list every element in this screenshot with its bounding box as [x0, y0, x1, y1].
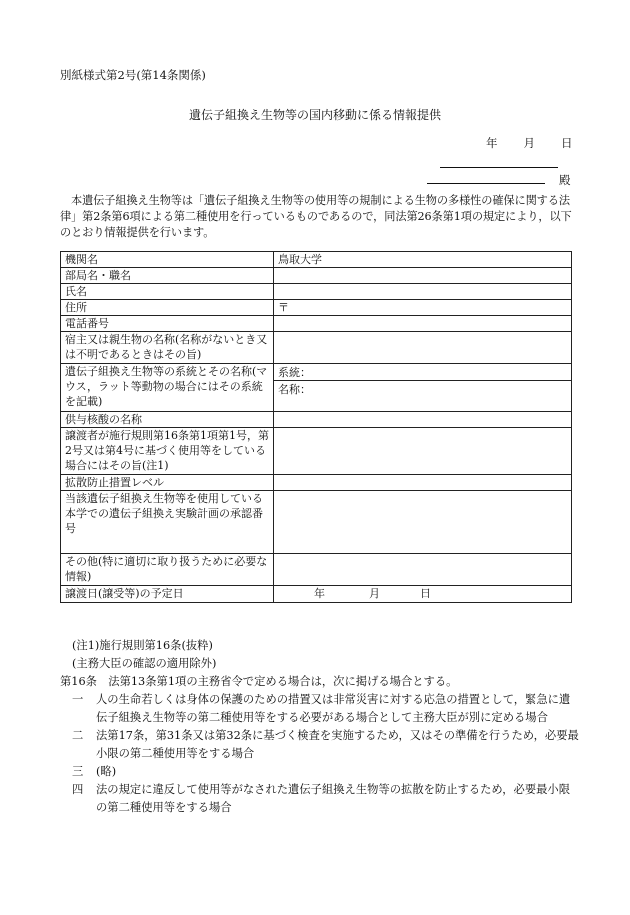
row-value: 〒 [274, 300, 572, 316]
row-label: 住所 [61, 300, 274, 316]
form-number: 別紙様式第2号(第14条関係) [60, 68, 206, 82]
row-label: 電話番号 [61, 316, 274, 332]
row-value [274, 364, 572, 412]
row-value [274, 268, 572, 284]
table-row [61, 491, 572, 554]
table-row [61, 586, 572, 603]
row-value: 鳥取大学 [274, 252, 572, 268]
notes-section [60, 637, 580, 817]
item-text: 人の生命若しくは身体の保護のための措置又は非常災害に対する応急の措置として，緊急に遺伝子組換え生物等の第二種使用等をする必要がある場合として主務大臣が別に定める場合 [96, 693, 571, 724]
row-label: 当該遺伝子組換え生物等を使用している本学での遺伝子組換え実験計画の承認番号 [61, 491, 274, 554]
row-value [274, 316, 572, 332]
transfer-date-month: 月 [369, 587, 380, 600]
row-value [274, 554, 572, 586]
table-row [61, 284, 572, 300]
date-month: 月 [523, 136, 535, 150]
info-table [60, 251, 572, 603]
row-label: 機関名 [61, 252, 274, 268]
item-number: 一 [72, 693, 84, 706]
row-label: 譲渡者が施行規則第16条第1項第1号，第2号又は第4号に基づく使用等をしている場合にはその旨(注1) [61, 428, 274, 475]
table-row [61, 300, 572, 316]
item-number: 三 [72, 765, 84, 778]
table-row [61, 554, 572, 586]
list-item [60, 727, 580, 763]
article-text: 第16条 法第13条第1項の主務省令で定める場合は，次に掲げる場合とする。 [60, 675, 458, 688]
intro-paragraph: 本遺伝子組換え生物等は「遺伝子組換え生物等の使用等の規制による生物の多様性の確保に関する法律」第2条第6項による第二種使用を行っているものであるので，同法第26条第1項の規定により，以下のとおり情報提供を行います。 [60, 194, 572, 239]
table-row [61, 475, 572, 491]
row-label: 氏名 [61, 284, 274, 300]
row-value [274, 428, 572, 475]
date-year: 年 [486, 136, 498, 150]
row-value [274, 475, 572, 491]
transfer-date-year: 年 [314, 587, 325, 600]
item-text: 法第17条，第31条又は第32条に基づく検査を実施するため，又はその準備を行うため，必要最小限の第二種使用等をする場合 [96, 729, 579, 760]
document-title: 遺伝子組換え生物等の国内移動に係る情報提供 [188, 108, 441, 122]
table-row [61, 412, 572, 428]
row-value [274, 332, 572, 364]
table-row [61, 364, 572, 412]
strain-field: 系統： [274, 364, 571, 381]
item-text: 法の規定に違反して使用等がなされた遺伝子組換え生物等の拡散を防止するため，必要最小限の第二種使用等をする場合 [96, 783, 571, 814]
honorific: 殿 [559, 173, 571, 187]
row-label: その他(特に適切に取り扱うために必要な情報) [61, 554, 274, 586]
list-item [60, 763, 580, 781]
transfer-date-day: 日 [420, 587, 431, 600]
item-number: 二 [72, 729, 84, 742]
date-day: 日 [561, 136, 573, 150]
row-label: 拡散防止措置レベル [61, 475, 274, 491]
table-row [61, 332, 572, 364]
row-label: 宿主又は親生物の名称(名称がないとき又は不明であるときはその旨) [61, 332, 274, 364]
list-item [60, 691, 580, 727]
item-text: (略) [96, 765, 117, 778]
recipient-line-2 [427, 183, 545, 184]
row-label: 供与核酸の名称 [61, 412, 274, 428]
item-number: 四 [72, 783, 84, 796]
row-value [274, 412, 572, 428]
note-subtitle: (主務大臣の確認の適用除外) [72, 657, 217, 670]
list-item [60, 781, 580, 817]
table-row [61, 316, 572, 332]
table-row [61, 252, 572, 268]
recipient-line-1 [440, 167, 558, 168]
transfer-date [274, 586, 572, 603]
note-title: (注1)施行規則第16条(抜粋) [72, 639, 213, 652]
table-row [61, 268, 572, 284]
row-label: 譲渡日(譲受等)の予定日 [61, 586, 274, 603]
row-value [274, 491, 572, 554]
row-label: 遺伝子組換え生物等の系統とその名称(マウス，ラット等動物の場合にはその系統を記載) [61, 364, 274, 412]
header-date [486, 135, 573, 151]
name-field: 名称： [278, 383, 311, 396]
row-value [274, 284, 572, 300]
table-row [61, 428, 572, 475]
row-label: 部局名・職名 [61, 268, 274, 284]
